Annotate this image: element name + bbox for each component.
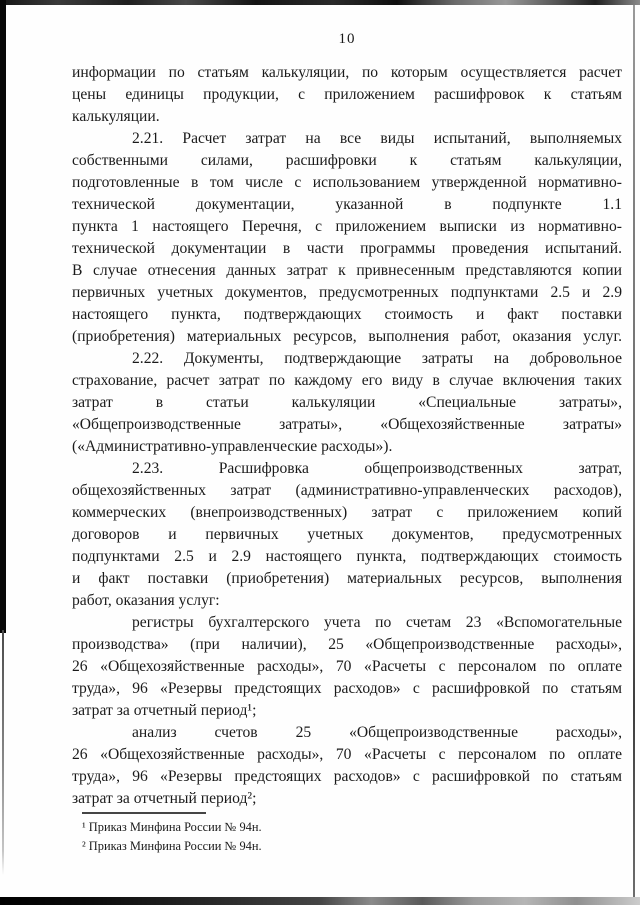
text-line: пункта 1 настоящего Перечня, с приложением выписки из нормативно- xyxy=(72,218,622,235)
text-line: информации по статьям калькуляции, по которым осуществляется расчет xyxy=(72,64,622,81)
text-line: договоров и первичных учетных документов, предусмотренных xyxy=(72,526,622,543)
text-line: первичных учетных документов, предусмотренных подпунктами 2.5 и 2.9 xyxy=(72,284,622,301)
text-line: страхование, расчет затрат по каждому его виду в случае включения таких xyxy=(72,372,622,389)
text-line: регистры бухгалтерского учета по счетам 23 «Вспомогательные xyxy=(132,614,622,631)
text-line: 26 «Общехозяйственные расходы», 70 «Расчеты с персоналом по оплате xyxy=(72,658,622,675)
text-line: («Административно-управленческие расходы»). xyxy=(72,438,393,455)
text-line: труда», 96 «Резервы предстоящих расходов» с расшифровкой по статьям xyxy=(72,680,622,697)
scan-edge-right-artifact xyxy=(633,5,635,905)
text-line: 2.23. Расшифровка общепроизводственных затрат, xyxy=(132,460,622,477)
scan-edge-bottom-artifact xyxy=(0,897,640,905)
text-line: производства» (при наличии), 25 «Общепроизводственные расходы», xyxy=(72,636,622,653)
text-line: В случае отнесения данных затрат к привнесенным представляются копии xyxy=(72,262,622,279)
text-line: работ, оказания услуг: xyxy=(72,592,220,609)
text-line: анализ счетов 25 «Общепроизводственные расходы», xyxy=(132,724,622,741)
footnote-item: ² Приказ Минфина России № 94н. xyxy=(82,838,262,853)
scan-edge-left-artifact xyxy=(0,0,6,633)
text-line: настоящего пункта, подтверждающих стоимость и факт поставки xyxy=(72,306,622,323)
text-line: (приобретения) материальных ресурсов, выполнения работ, оказания услуг. xyxy=(72,328,622,345)
text-line: труда», 96 «Резервы предстоящих расходов» с расшифровкой по статьям xyxy=(72,768,622,785)
page-number: 10 xyxy=(338,31,356,47)
text-line: цены единицы продукции, с приложением расшифровок к статьям xyxy=(72,86,622,103)
footnote-item: ¹ Приказ Минфина России № 94н. xyxy=(82,820,262,834)
text-line: 2.22. Документы, подтверждающие затраты на добровольное xyxy=(132,350,622,367)
text-line: и факт поставки (приобретения) материальных ресурсов, выполнения xyxy=(72,570,622,587)
text-line: «Общепроизводственные затраты», «Общехозяйственные затраты» xyxy=(72,416,622,433)
text-line: затрат в статьи калькуляции «Специальные затраты», xyxy=(72,394,622,411)
footnotes-section xyxy=(82,812,602,855)
scan-edge-left-tail-artifact xyxy=(2,630,4,875)
body-text xyxy=(72,62,622,810)
text-line: подготовленные в том числе с использованием утвержденной нормативно- xyxy=(72,174,622,191)
text-line: подпунктами 2.5 и 2.9 настоящего пункта, подтверждающих стоимость xyxy=(72,548,622,565)
text-line: технической документации, указанной в подпункте 1.1 xyxy=(72,196,622,213)
text-line: собственными силами, расшифровки к статьям калькуляции, xyxy=(72,152,622,169)
text-line: коммерческих (внепроизводственных) затрат с приложением копий xyxy=(72,504,622,521)
text-line: 2.21. Расчет затрат на все виды испытаний, выполняемых xyxy=(132,130,622,147)
text-line: затрат за отчетный период¹; xyxy=(72,702,257,719)
text-line: 26 «Общехозяйственные расходы», 70 «Расчеты с персоналом по оплате xyxy=(72,746,622,763)
text-line: затрат за отчетный период²; xyxy=(72,790,257,807)
text-line: технической документации в части программы проведения испытаний. xyxy=(72,240,622,257)
text-line: общехозяйственных затрат (административно-управленческих расходов), xyxy=(72,482,622,499)
scan-edge-top-artifact xyxy=(0,0,640,5)
footnote-separator-rule xyxy=(82,812,206,814)
footnote-list xyxy=(82,818,602,855)
text-line: калькуляции. xyxy=(72,108,160,125)
